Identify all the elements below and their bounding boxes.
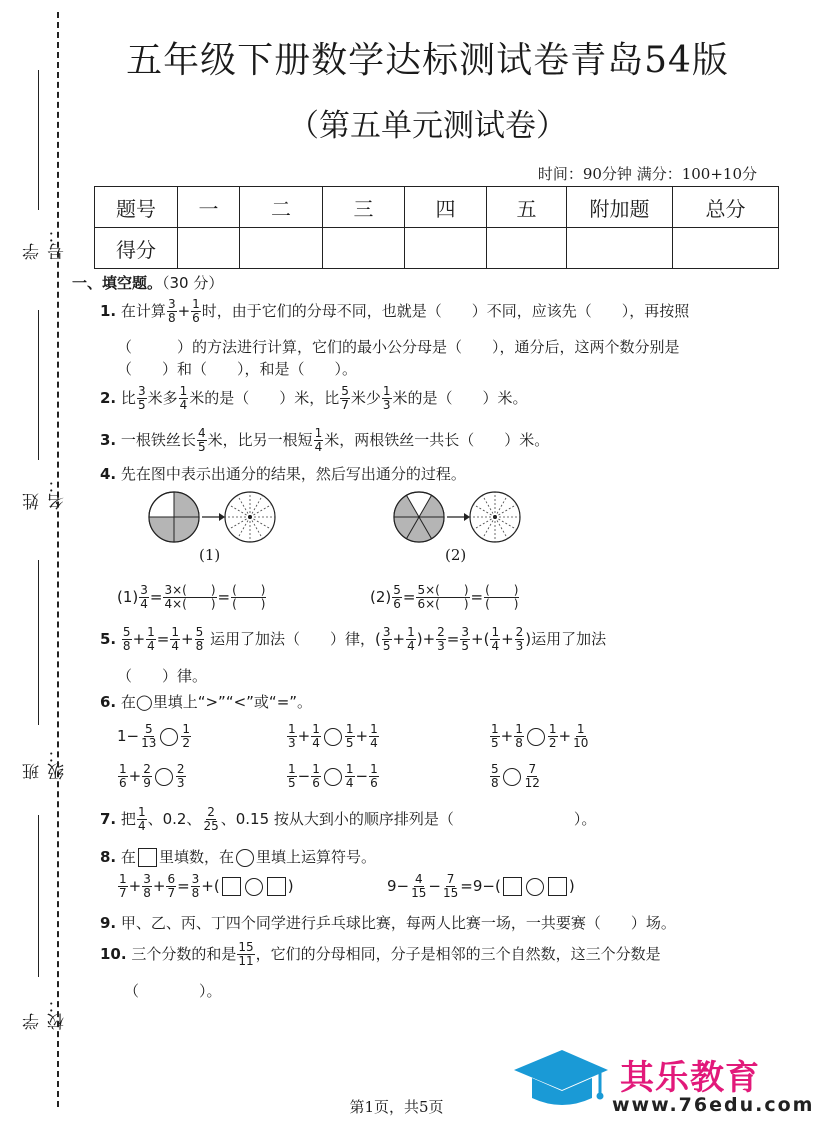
question-text: 三个分数的和是	[131, 945, 237, 963]
time-info: 时间：90分钟 满分：100+10分	[537, 165, 757, 183]
question-text: 甲、乙、丙、丁四个同学进行乒乓球比赛，每两人比赛一场，一共要赛（ ）场。	[120, 914, 676, 932]
question-text: 、0.15 按从大到小的顺序排列是（ ）。	[220, 810, 597, 828]
fraction	[514, 723, 524, 750]
question-text: 在◯里填上“>”“<”或“=”。	[120, 693, 313, 711]
question-10-line-2: （ ）。	[124, 982, 222, 1000]
answer-box[interactable]	[503, 877, 522, 896]
fraction	[176, 763, 186, 790]
numerator: 3	[140, 583, 148, 597]
denominator: 4	[370, 736, 378, 750]
answer-box[interactable]	[222, 877, 241, 896]
denominator: 6	[393, 597, 401, 611]
fraction	[416, 584, 469, 611]
numerator[interactable]: ( )	[485, 583, 519, 597]
page-title: 五年级下册数学达标测试卷青岛54版	[126, 40, 729, 81]
q6-compare-4: $\frac{1}{6}$ + $\frac{2}{9}$ $\frac{2}{3}$	[119, 762, 185, 790]
question-3	[100, 427, 549, 454]
question-text: 米的是（ ）米，比	[189, 389, 340, 407]
numerator: 1	[147, 625, 155, 639]
numerator: 1	[491, 722, 499, 736]
denominator: 5	[461, 639, 470, 653]
denominator: 4	[345, 776, 354, 790]
numerator: 2	[207, 805, 215, 819]
fraction	[392, 584, 402, 611]
question-number: 6.	[100, 693, 117, 711]
denominator: 6	[119, 776, 127, 790]
denominator: 10	[573, 736, 589, 750]
numerator: 1	[576, 722, 585, 736]
fraction	[118, 763, 128, 790]
logo-url: www.76edu.com	[612, 1094, 814, 1116]
denominator: 12	[524, 776, 540, 790]
fraction	[460, 626, 470, 653]
denominator: 8	[143, 886, 151, 900]
denominator: 2	[548, 736, 557, 750]
denominator: 5	[382, 639, 391, 653]
fraction	[410, 873, 427, 900]
denominator: 4	[491, 639, 500, 653]
fraction	[142, 873, 152, 900]
fraction	[490, 723, 500, 750]
numerator: 1	[345, 722, 354, 736]
compare-circle[interactable]	[527, 728, 545, 746]
question-8	[100, 846, 376, 867]
numerator: 3	[191, 872, 200, 886]
q4-equation-1: (1) $\frac{3}{4}$ = $\frac{3\times( )}{4\times( )}$ = $\frac{( )}{( )}$	[117, 583, 266, 611]
question-1-line-2: （ ）的方法进行计算，它们的最小公分母是（ ），通分后，这两个数分别是	[117, 338, 680, 356]
question-text: 在计算	[120, 302, 166, 320]
fraction	[515, 626, 525, 653]
fraction	[287, 723, 297, 750]
compare-circle[interactable]	[324, 768, 342, 786]
numerator: 1	[382, 384, 391, 398]
equation-label: (2)	[370, 588, 392, 606]
numerator: 5	[195, 625, 204, 639]
fraction	[572, 723, 589, 750]
numerator: 3	[167, 297, 176, 311]
denominator: 6	[370, 776, 378, 790]
numerator: 1	[192, 297, 200, 311]
question-10	[100, 941, 661, 968]
numerator: 1	[312, 762, 320, 776]
compare-circle[interactable]	[160, 728, 178, 746]
denominator: 5	[345, 736, 354, 750]
fraction	[314, 427, 324, 454]
fraction	[436, 626, 446, 653]
fraction	[118, 873, 128, 900]
question-text: 运用了加法（ ）律，	[210, 630, 376, 648]
denominator: 4	[137, 819, 146, 833]
numerator: 1	[137, 805, 146, 819]
question-text: 米多	[147, 389, 178, 407]
fraction	[137, 806, 147, 833]
denominator: 2	[182, 736, 191, 750]
question-text: 一根铁丝长	[120, 431, 196, 449]
denominator: 15	[411, 886, 427, 900]
fraction	[167, 298, 177, 325]
denominator[interactable]: ( )	[232, 597, 266, 611]
fraction	[139, 584, 149, 611]
section-title: 一、填空题。	[72, 274, 163, 292]
q6-compare-6	[489, 763, 542, 790]
denominator: 6	[192, 311, 200, 325]
question-number: 2.	[100, 389, 117, 407]
denominator[interactable]: 4×( )	[164, 597, 216, 611]
question-6	[100, 691, 312, 712]
score-row-label: 得分	[95, 228, 178, 269]
denominator: 8	[491, 776, 499, 790]
fraction	[311, 763, 321, 790]
q8-expression-1: $\frac{1}{7}$ + $\frac{3}{8}$ + $\frac{6}{7}$ = $\frac{3}{8}$ +( )	[119, 872, 294, 900]
question-text: 、0.2、	[147, 810, 202, 828]
numerator: 5	[122, 625, 131, 639]
numerator: 15	[238, 940, 254, 954]
compare-circle[interactable]	[155, 768, 173, 786]
answer-box[interactable]	[548, 877, 567, 896]
score-header-cell: 三	[323, 187, 405, 228]
denominator[interactable]: 6×( )	[417, 597, 469, 611]
denominator: 5	[491, 736, 499, 750]
fraction	[345, 763, 355, 790]
denominator: 4	[407, 639, 415, 653]
fraction	[181, 723, 191, 750]
denominator: 4	[312, 736, 320, 750]
denominator: 4	[147, 639, 155, 653]
question-number: 7.	[100, 810, 117, 828]
fraction	[369, 763, 379, 790]
numerator: 1	[370, 762, 378, 776]
denominator: 9	[143, 776, 151, 790]
fraction	[179, 385, 189, 412]
numerator: 1	[171, 625, 179, 639]
numerator: 1	[515, 722, 523, 736]
numerator: 5	[144, 722, 153, 736]
fraction	[382, 385, 392, 412]
figure-caption-2: (2)	[445, 546, 467, 564]
fraction	[122, 626, 132, 653]
fraction	[490, 626, 500, 653]
class-label: 班级：	[23, 746, 68, 780]
publisher-logo	[508, 1044, 814, 1118]
numerator: 6	[167, 872, 176, 886]
q4-equation-2: (2) $\frac{5}{6}$ = $\frac{5\times( )}{6\times( )}$ = $\frac{( )}{( )}$	[370, 583, 519, 611]
fraction	[140, 723, 157, 750]
fraction	[191, 873, 201, 900]
numerator[interactable]: 3×( )	[164, 583, 216, 597]
denominator: 8	[195, 639, 204, 653]
question-text: 米少	[350, 389, 381, 407]
question-text: 比	[120, 389, 136, 407]
score-header-cell: 五	[487, 187, 567, 228]
fraction	[340, 385, 350, 412]
section-points: （30 分）	[162, 274, 224, 292]
question-number: 8.	[100, 848, 117, 866]
question-text: 米的是（ ）米。	[392, 389, 528, 407]
question-number: 1.	[100, 302, 117, 320]
numerator: 1	[119, 762, 127, 776]
numerator: 1	[314, 426, 323, 440]
fraction	[548, 723, 558, 750]
square-box-icon	[138, 848, 157, 867]
score-header-cell: 题号	[95, 187, 178, 228]
fraction	[345, 723, 355, 750]
question-number: 3.	[100, 431, 117, 449]
numerator: 1	[179, 384, 188, 398]
denominator: 4	[179, 398, 188, 412]
denominator: 15	[442, 886, 459, 900]
denominator: 3	[515, 639, 524, 653]
numerator: 3	[461, 625, 470, 639]
denominator: 4	[314, 440, 323, 454]
question-text: ，它们的分母相同，分子是相邻的三个自然数，这三个分数是	[255, 945, 661, 963]
quarter-circles-figure[interactable]	[147, 490, 277, 546]
numerator: 1	[288, 722, 296, 736]
fraction	[166, 873, 176, 900]
question-2	[100, 385, 528, 412]
graduation-cap-icon	[508, 1048, 612, 1112]
fraction	[311, 723, 321, 750]
numerator: 1	[407, 625, 415, 639]
fraction	[237, 941, 254, 968]
denominator: 3	[437, 639, 445, 653]
compare-circle[interactable]	[503, 768, 521, 786]
question-number: 10.	[100, 945, 127, 963]
circle-icon	[236, 849, 254, 867]
question-5-line-2: （ ）律。	[117, 667, 208, 685]
student-id-label: 学号：	[23, 226, 68, 260]
logo-name: 其乐教育	[620, 1058, 760, 1098]
numerator: 5	[341, 384, 349, 398]
numerator: 2	[143, 762, 151, 776]
fraction	[369, 723, 379, 750]
question-9	[100, 912, 676, 933]
numerator: 2	[176, 762, 185, 776]
denominator: 8	[167, 311, 176, 325]
section-heading	[72, 272, 223, 293]
denominator: 8	[191, 886, 200, 900]
sixth-circles-figure[interactable]	[392, 490, 522, 546]
score-header-cell: 总分	[673, 187, 779, 228]
score-header-cell: 四	[405, 187, 487, 228]
question-text: 米，比另一根短	[207, 431, 313, 449]
equation-label: (1)	[117, 588, 139, 606]
q6-compare-1: 1− $\frac{5}{13}$ $\frac{1}{2}$	[117, 722, 191, 750]
denominator: 11	[238, 954, 254, 968]
numerator: 3	[143, 872, 151, 886]
denominator: 7	[341, 398, 349, 412]
fraction	[163, 584, 216, 611]
question-text: 里填上运算符号。	[255, 848, 376, 866]
question-1-line-1	[100, 298, 689, 325]
fraction	[146, 626, 156, 653]
numerator: 1	[288, 762, 296, 776]
q8-expression-2: 9− $\frac{4}{15}$ − $\frac{7}{15}$ =9−( )	[387, 872, 575, 900]
fraction	[382, 626, 392, 653]
question-text: 时，由于它们的分母不同，也就是（ ）不同，应该先（ ），再按照	[201, 302, 690, 320]
numerator: 7	[446, 872, 455, 886]
numerator: 2	[437, 625, 445, 639]
question-number: 5.	[100, 630, 117, 648]
denominator: 25	[203, 819, 219, 833]
denominator: 3	[382, 398, 391, 412]
question-4	[100, 463, 466, 484]
numerator: 1	[370, 722, 378, 736]
denominator: 7	[119, 886, 127, 900]
fraction	[490, 763, 500, 790]
fraction	[191, 298, 201, 325]
fraction	[142, 763, 152, 790]
question-text: 把	[120, 810, 136, 828]
numerator: 1	[548, 722, 557, 736]
fraction	[287, 763, 297, 790]
page-number: 第1页，共5页	[349, 1098, 444, 1116]
fraction	[137, 385, 147, 412]
numerator: 3	[382, 625, 391, 639]
numerator: 5	[491, 762, 499, 776]
page-subtitle: （第五单元测试卷）	[288, 108, 567, 144]
figure-caption-1: (1)	[199, 546, 221, 564]
question-text: 先在图中表示出通分的结果，然后写出通分的过程。	[120, 465, 466, 483]
numerator: 1	[182, 722, 191, 736]
question-text: 在	[120, 848, 136, 866]
fraction	[524, 763, 541, 790]
question-text: 里填数，在	[158, 848, 234, 866]
operator: +	[177, 302, 191, 320]
numerator: 3	[137, 384, 146, 398]
score-header-cell: 二	[240, 187, 323, 228]
fraction	[197, 427, 207, 454]
numerator: 7	[528, 762, 537, 776]
question-5: 5. $\frac{5}{8}$ + $\frac{1}{4}$ = $\frac{1}{4}$ + $\frac{5}{8}$ 运用了加法（ ）律，( $\frac{3}{5}$ + $\frac{1}{4}$ )+ $\frac{2}{3}$ = $\frac{3}{5}$ +( $\frac{1}{4}$ + $\frac{2}{3}$ )运用了加法	[100, 625, 607, 653]
question-1-line-3: （ ）和（ ），和是（ ）。	[117, 360, 358, 378]
q6-compare-3: $\frac{1}{5}$ + $\frac{1}{8}$ $\frac{1}{2}$ + $\frac{1}{10}$	[491, 722, 589, 750]
denominator: 3	[176, 776, 185, 790]
question-7	[100, 806, 596, 833]
fraction	[484, 584, 519, 611]
numerator: 1	[491, 625, 500, 639]
fraction	[442, 873, 459, 900]
operator-circle[interactable]	[245, 878, 263, 896]
school-label: 学校：	[23, 996, 68, 1030]
denominator: 8	[515, 736, 523, 750]
numerator: 1	[119, 872, 127, 886]
numerator: 4	[414, 872, 423, 886]
q6-compare-2: $\frac{1}{3}$ + $\frac{1}{4}$ $\frac{1}{5}$ + $\frac{1}{4}$	[288, 722, 378, 750]
denominator: 5	[288, 776, 296, 790]
answer-box[interactable]	[267, 877, 286, 896]
score-header-cell: 附加题	[567, 187, 673, 228]
denominator: 4	[140, 597, 148, 611]
numerator[interactable]: 5×( )	[417, 583, 469, 597]
numerator: 5	[393, 583, 401, 597]
q6-compare-5: $\frac{1}{5}$ − $\frac{1}{6}$ $\frac{1}{4}$ − $\frac{1}{6}$	[288, 762, 378, 790]
fraction	[202, 806, 219, 833]
denominator: 3	[288, 736, 296, 750]
denominator: 5	[137, 398, 146, 412]
denominator: 5	[197, 440, 206, 454]
denominator: 8	[122, 639, 131, 653]
question-number: 9.	[100, 914, 117, 932]
fraction	[170, 626, 180, 653]
name-label: 姓名：	[23, 476, 68, 510]
denominator: 13	[141, 736, 157, 750]
fraction	[195, 626, 205, 653]
denominator: 6	[312, 776, 320, 790]
compare-circle[interactable]	[324, 728, 342, 746]
question-number: 4.	[100, 465, 117, 483]
denominator[interactable]: ( )	[485, 597, 519, 611]
question-text: 米，两根铁丝一共长（ ）米。	[324, 431, 550, 449]
denominator: 7	[167, 886, 176, 900]
numerator: 1	[345, 762, 354, 776]
fraction	[231, 584, 266, 611]
score-header-cell: 一	[178, 187, 240, 228]
question-text: 运用了加法	[531, 630, 607, 648]
operator-circle[interactable]	[526, 878, 544, 896]
fraction	[406, 626, 416, 653]
numerator: 4	[197, 426, 206, 440]
denominator: 4	[171, 639, 179, 653]
numerator: 2	[515, 625, 524, 639]
numerator[interactable]: ( )	[232, 583, 266, 597]
numerator: 1	[312, 722, 320, 736]
